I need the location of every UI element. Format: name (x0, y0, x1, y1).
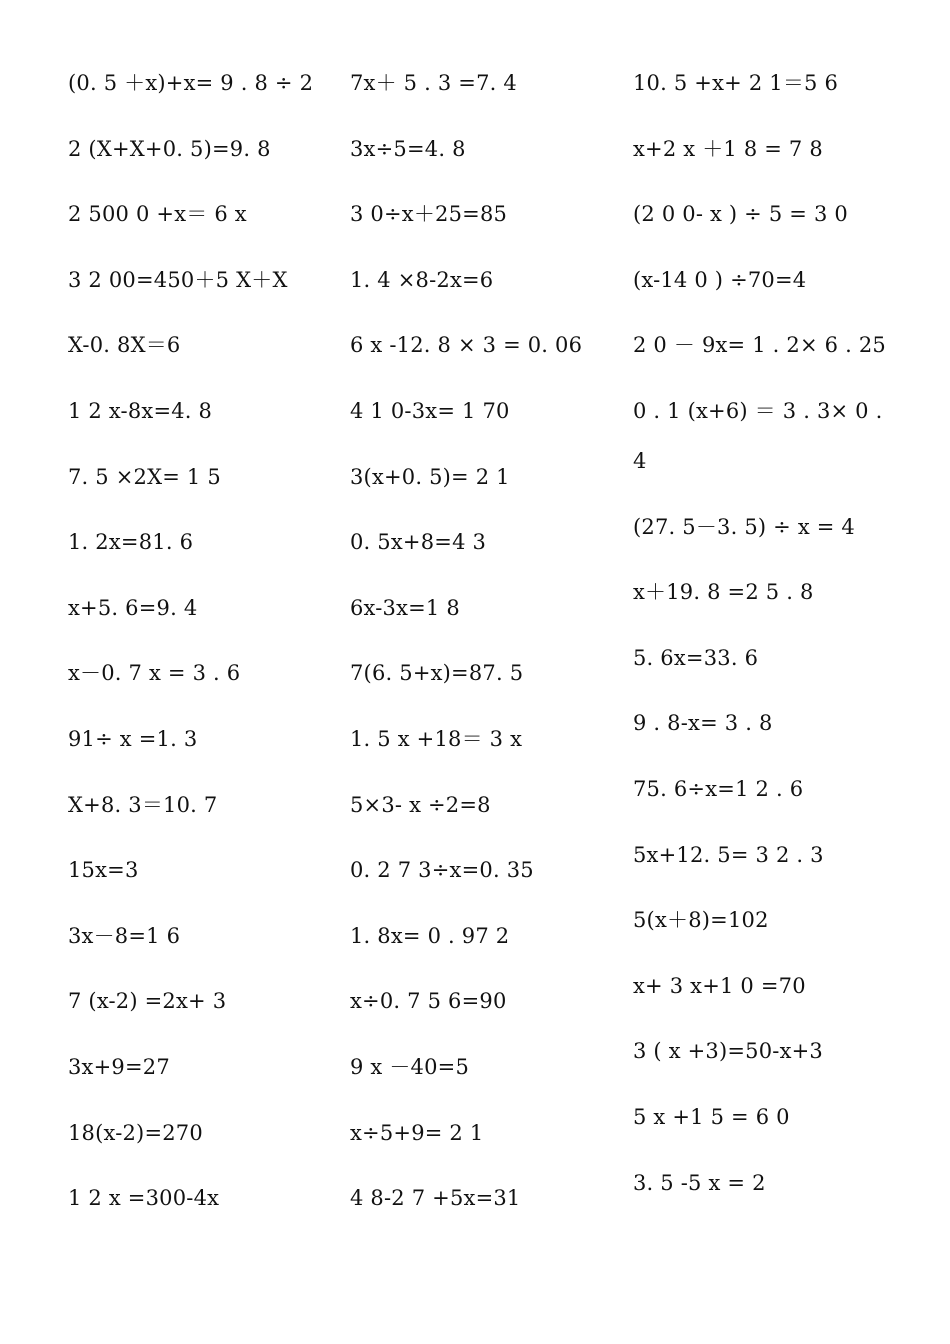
equation-column-1 (68, 58, 336, 1239)
equation: 2 500 0 +x＝ 6 x (68, 202, 247, 227)
equation: 5. 6x=33. 6 (633, 645, 759, 670)
equation: (0. 5 ＋x)+x= 9 . 8 ÷ 2 (68, 71, 314, 95)
equation: 9 x －40=5 (350, 1054, 470, 1079)
equation: x＋19. 8 =2 5 . 8 (633, 580, 814, 605)
equation: 6 x -12. 8 × 3 = 0. 06 (350, 333, 583, 358)
equation: 3. 5 -5 x = 2 (633, 1170, 766, 1195)
equation: 15x=3 (68, 858, 139, 883)
equation: 5×3- x ÷2=8 (350, 792, 491, 817)
equation: 1 2 x =300-4x (68, 1186, 220, 1211)
equation: 7(6. 5+x)=87. 5 (350, 661, 524, 686)
equation: 1. 4 ×8-2x=6 (350, 267, 494, 292)
equation: 6x-3x=1 8 (350, 595, 460, 620)
equation: 18(x-2)=270 (68, 1120, 203, 1145)
equation: 3 ( x +3)=50-x+3 (633, 1039, 823, 1064)
equation: x+5. 6=9. 4 (68, 595, 198, 620)
equation: 91÷ x =1. 3 (68, 726, 198, 751)
equation: 10. 5 +x+ 2 1＝5 6 (633, 71, 839, 95)
equation: 2 (X+X+0. 5)=9. 8 (68, 136, 271, 161)
equation-column-3 (633, 58, 901, 1223)
equation: 0. 2 7 3÷x=0. 35 (350, 858, 534, 883)
equation: 3 0÷x＋25=85 (350, 202, 508, 227)
equation: 75. 6÷x=1 2 . 6 (633, 776, 804, 801)
equation: (2 0 0- x ) ÷ 5 = 3 0 (633, 202, 848, 227)
equation: 2 0 － 9x= 1 . 2× 6 . 25 (633, 333, 886, 358)
equation: 7x＋ 5 . 3 =7. 4 (350, 71, 517, 95)
equation: 7 (x-2) =2x+ 3 (68, 989, 227, 1014)
equation: 3x－8=1 6 (68, 923, 181, 948)
equation: 1 2 x-8x=4. 8 (68, 398, 213, 423)
equation: 3 2 00=450＋5 X＋X (68, 267, 288, 292)
equation: (27. 5－3. 5) ÷ x = 4 (633, 514, 855, 539)
equation: 1. 2x=81. 6 (68, 530, 194, 555)
equation: 5(x＋8)=102 (633, 908, 769, 933)
equation: 3x+9=27 (68, 1054, 170, 1079)
equation: x÷5+9= 2 1 (350, 1120, 484, 1145)
equation: 1. 5 x +18＝ 3 x (350, 726, 523, 751)
equation-column-2 (350, 58, 618, 1239)
equation: 4 1 0-3x= 1 70 (350, 398, 510, 423)
equation: 0. 5x+8=4 3 (350, 530, 487, 555)
equation: x÷0. 7 5 6=90 (350, 989, 507, 1014)
equation: 1. 8x= 0 . 97 2 (350, 923, 510, 948)
equation: x+ 3 x+1 0 =70 (633, 973, 806, 998)
equation: (x-14 0 ) ÷70=4 (633, 267, 807, 292)
equation: 7. 5 ×2X= 1 5 (68, 464, 221, 489)
equation: 5x+12. 5= 3 2 . 3 (633, 842, 824, 867)
equation: x+2 x ＋1 8 = 7 8 (633, 136, 823, 161)
equation: x－0. 7 x = 3 . 6 (68, 661, 241, 686)
equation: 3x÷5=4. 8 (350, 136, 466, 161)
equation: 0 . 1 (x+6) ＝ 3 . 3× 0 . 4 (633, 398, 883, 473)
equation: X+8. 3＝10. 7 (68, 792, 218, 817)
equation: 9 . 8-x= 3 . 8 (633, 711, 773, 736)
equation: 5 x +1 5 = 6 0 (633, 1104, 790, 1129)
equation: 3(x+0. 5)= 2 1 (350, 464, 510, 489)
equation: 4 8-2 7 +5x=31 (350, 1186, 521, 1211)
equation: X-0. 8X＝6 (68, 333, 181, 358)
